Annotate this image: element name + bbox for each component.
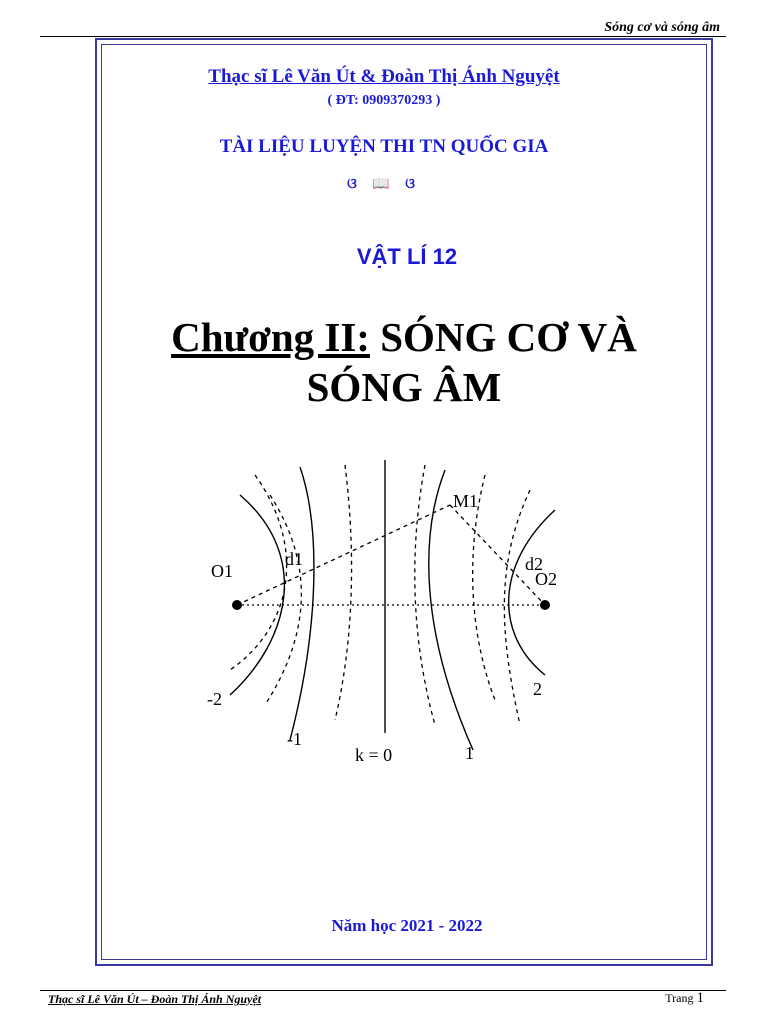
source-1-dot bbox=[232, 600, 242, 610]
label-o1: O1 bbox=[211, 561, 233, 581]
dashed-left-1 bbox=[230, 475, 287, 670]
phone-line: ( ĐT: 0909370293 ) bbox=[327, 93, 441, 108]
source-2-dot bbox=[540, 600, 550, 610]
school-year: Năm học 2021 - 2022 bbox=[331, 916, 483, 935]
label-k-neg2: -2 bbox=[207, 689, 222, 709]
footer-rule bbox=[40, 990, 726, 991]
interference-figure bbox=[195, 455, 585, 775]
chapter-label: Chương II: bbox=[171, 314, 370, 360]
page-label: Trang bbox=[665, 991, 694, 1005]
label-k-1: 1 bbox=[465, 743, 474, 763]
dashed-right-1 bbox=[415, 465, 435, 725]
hyperbola-left-inner bbox=[290, 467, 314, 740]
label-k-0: k = 0 bbox=[355, 745, 393, 765]
subject-title: VẬT LÍ 12 bbox=[356, 244, 458, 269]
hyperbola-left-outer bbox=[230, 495, 284, 695]
label-o2: O2 bbox=[535, 569, 557, 589]
chapter-title: SÓNG CƠ VÀ SÓNG ÂM bbox=[306, 314, 637, 410]
book-ornament-icon: ଓ 📖 ଓ bbox=[347, 177, 421, 192]
label-k-neg1: -1 bbox=[287, 729, 302, 749]
authors-line: Thạc sĩ Lê Văn Út & Đoàn Thị Ánh Nguyệt bbox=[208, 66, 560, 87]
series-title: TÀI LIỆU LUYỆN THI TN QUỐC GIA bbox=[219, 136, 549, 157]
chapter-heading bbox=[110, 312, 698, 412]
hyperbola-right-outer bbox=[509, 510, 555, 675]
dashed-left-2 bbox=[335, 465, 352, 720]
d1-line bbox=[237, 505, 450, 605]
label-d1: d1 bbox=[285, 549, 303, 569]
footer-authors: Thạc sĩ Lê Văn Út – Đoàn Thị Ánh Nguyệt bbox=[48, 992, 262, 1006]
label-m1: M1 bbox=[453, 491, 479, 511]
header-rule bbox=[40, 36, 726, 37]
label-k-2: 2 bbox=[533, 679, 542, 699]
page-number: 1 bbox=[696, 990, 704, 1006]
footer-page bbox=[665, 990, 704, 1007]
running-header: Sóng cơ và sóng âm bbox=[604, 20, 720, 35]
label-d2: d2 bbox=[525, 554, 543, 574]
